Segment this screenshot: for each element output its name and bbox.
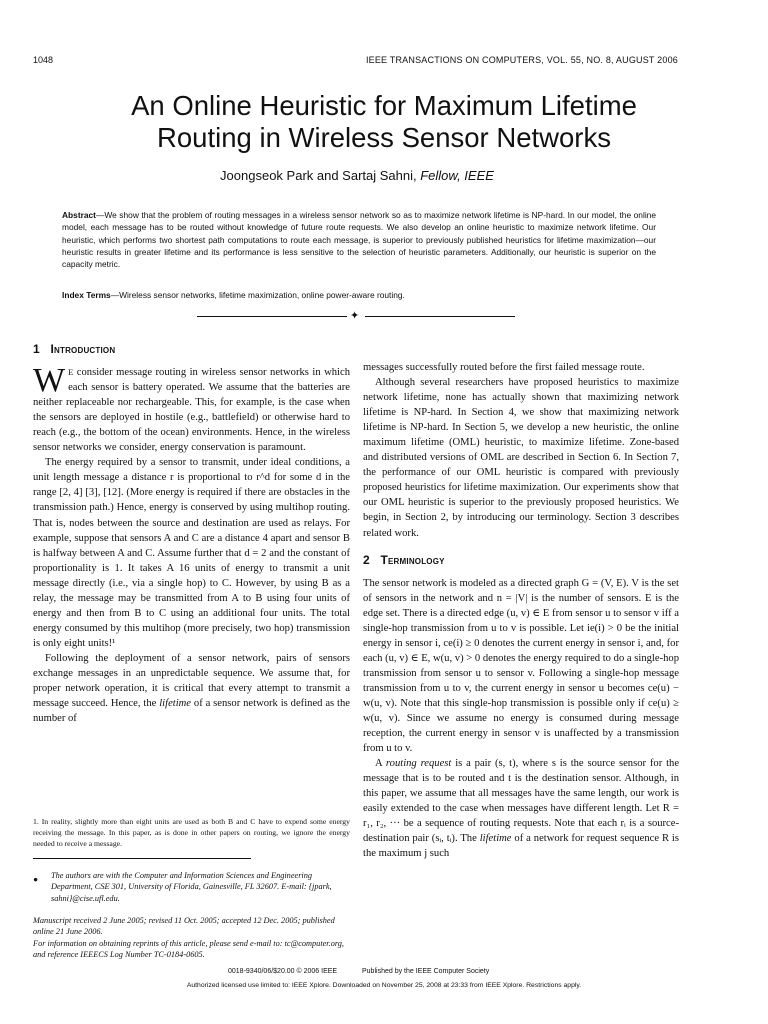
- copyright: 0018-9340/06/$20.00 © 2006 IEEE: [228, 968, 338, 975]
- received-dates: Manuscript received 2 June 2005; revised 11 Oct. 2005; accepted 12 Dec. 2005; published online 21 June 2006.: [33, 916, 335, 937]
- term-lifetime-2: lifetime: [479, 833, 512, 845]
- intro-paragraph-3: Following the deployment of a sensor network, pairs of sensors exchange messages in an unpredictable sequence. We assume that, for proper network operation, it is critical that every attempt to transmit a message succeed. Hence, the lifetime of a sensor network is defined as the number of: [33, 652, 350, 725]
- index-terms: [62, 290, 656, 300]
- abstract: [62, 209, 656, 270]
- author-fellow: Fellow, IEEE: [420, 168, 494, 183]
- section-2-number: 2: [363, 552, 370, 567]
- manuscript-info: [33, 915, 350, 961]
- abstract-label: Abstract: [62, 210, 96, 220]
- reprints-info: For information on obtaining reprints of this article, please send e-mail to: tc@computer.org, and reference IEEECS Log Number TC-0184-0605.: [33, 938, 344, 960]
- publisher: Published by the IEEE Computer Society: [362, 968, 490, 975]
- intro-lead: E: [68, 367, 74, 378]
- section-1-heading: [33, 342, 350, 357]
- index-terms-label: Index Terms: [62, 290, 111, 300]
- term-lifetime: lifetime: [159, 698, 192, 710]
- section-2-heading: [363, 553, 679, 568]
- term-routing-request: routing request: [385, 758, 452, 770]
- drop-cap: W: [33, 362, 66, 400]
- divider-line-right: [365, 316, 515, 317]
- abstract-text: —We show that the problem of routing messages in a wireless sensor network so as to maximize network lifetime is NP-hard. In our model, the online model, each message has to be routed without knowledge of future route requests. We also develop an online heuristic to maximize network lifetime. Our heuristic, which performs two shortest path computations to route each message, is superior to previously published heuristics for lifetime maximization—our heuristic results in greater lifetime and its performance is less sensitive to the selection of heuristic parameters. Additionally, our heuristic is superior on the capacity metric.: [62, 210, 656, 270]
- journal-header: IEEE TRANSACTIONS ON COMPUTERS, VOL. 55, NO. 8, AUGUST 2006: [365, 55, 678, 65]
- author-line: [0, 168, 714, 183]
- affiliation-note: [33, 870, 350, 904]
- section-2-title: Terminology: [380, 552, 445, 567]
- affiliation-text: The authors are with the Computer and Information Sciences and Engineering Department, CSE 301, University of Florida, Gainesville, FL 32607. E-mail: {jpark, sahni}@cise.ufl.edu.: [51, 871, 332, 903]
- page-number: 1048: [33, 55, 54, 65]
- index-terms-text: —Wireless sensor networks, lifetime maximization, online power-aware routing.: [110, 290, 405, 300]
- intro-paragraph-1: [33, 362, 350, 455]
- intro-text-1: consider message routing in wireless sensor networks in which each sensor is battery operated. We assume that the batteries are neither replaceable nor rechargeable. This, for example, is the case when the sensors are deployed in hostile (e.g., battlefield) or otherwise hard to reach (e.g., the bottom of the ocean) environments. Hence, in the wireless sensor networks we consider, energy conservation is paramount.: [33, 367, 350, 454]
- footnote-rule: [33, 858, 251, 859]
- title-line-1: An Online Heuristic for Maximum Lifetime: [131, 90, 637, 121]
- title-line-2: Routing in Wireless Sensor Networks: [157, 122, 611, 153]
- terminology-paragraph-1: The sensor network is modeled as a directed graph G = (V, E). V is the set of sensors in the network and n = |V| is the number of sensors. E is the edge set. There is a directed edge (u, v) ∈ E from sensor u to sensor v iff a single-hop transmission from u to v is possible. Let ie(i) > 0 be the initial energy in sensor i, ce(i) ≥ 0 denotes the current energy in sensor i, and, for each (u, v) ∈ E, w(u, v) > 0 denotes the energy required to do a single-hop transmission from sensor u to sensor v. Following a single-hop message transmission from u to v, the current energy in sensor u becomes ce(u) − w(u, v). Note that this single-hop transmission is possible only if ce(u) ≥ w(u, v). Since we assume no energy is consumed during message reception, the current energy in sensor v is unaffected by a transmission from u to v.: [363, 577, 679, 755]
- divider-line-left: [197, 316, 347, 317]
- license-notice: Authorized licensed use limited to: IEEE Xplore. Downloaded on November 25, 2008 at 23:33 from IEEE Xplore. Restrictions apply.: [186, 982, 582, 989]
- right-paragraph-1: messages successfully routed before the first failed message route.: [363, 362, 645, 373]
- section-1-title: Introduction: [50, 342, 116, 356]
- right-paragraph-2: Although several researchers have proposed heuristics to maximize network lifetime, none has actually shown that maximizing network lifetime is NP-hard. In Section 4, we show that maximizing network lifetime is NP-hard. In Section 5, we develop a new heuristic, the online maximum lifetime (OML) heuristic, to maximize lifetime. Zone-based and distributed versions of OML are described in Section 6. In Section 7, the performance of our OML heuristic is compared with previously proposed heuristics for lifetime maximization. Our experiments show that our OML heuristic is superior to the previously proposed heuristics. We begin, in Section 2, by introducing our terminology. Section 3 describes related work.: [363, 377, 679, 539]
- footnote: 1. In reality, slightly more than eight units are used as both B and C have to expend some energy receiving the message. In this paper, as is done in other papers on routing, we ignore the energy needed to receive a message.: [33, 817, 350, 849]
- terminology-paragraph-2: A routing request is a pair (s, t), where s is the source sensor for the message that is to be routed and t is the destination sensor. Although, in this paper, we assume that all messages have the same length, our work is easily extended to the case when messages have different length. Let R = r₁, r₂, ··· be a sequence of routing requests. Note that each rᵢ is a source-destination pair (sᵢ, tᵢ). The lifetime of a network for request sequence R is the maximum j such: [363, 758, 680, 860]
- section-divider: [197, 310, 515, 322]
- left-column: [33, 340, 350, 726]
- paper-title: [0, 90, 768, 154]
- bullet-icon: ●: [33, 875, 39, 884]
- right-column: [363, 360, 679, 862]
- author-names: Joongseok Park and Sartaj Sahni,: [220, 168, 421, 183]
- divider-diamond-icon: ✦: [350, 310, 360, 322]
- intro-paragraph-2: The energy required by a sensor to transmit, under ideal conditions, a unit length message a distance r is proportional to r^d for some d in the range [2, 4] [3], [12]. (More energy is required if there are obstacles in the transmission path.) Hence, energy is conserved by using multihop routing. That is, nodes between the source and destination are used as relays. For example, suppose that sensors A and C are a distance 4 apart and sensor B is halfway between A and C. Assume further that d = 2 and the constant of proportionality is 1. It takes A 16 units of energy to transmit a unit message directly (i.e., via a single hop) to C. However, by using B as a relay, the message may be transmitted from A to B using four units of energy and then from B to C using an additional four units. The total energy consumed by this multihop (more precisely, two hop) transmission is only eight units!¹: [33, 457, 350, 649]
- section-1-number: 1: [33, 342, 40, 356]
